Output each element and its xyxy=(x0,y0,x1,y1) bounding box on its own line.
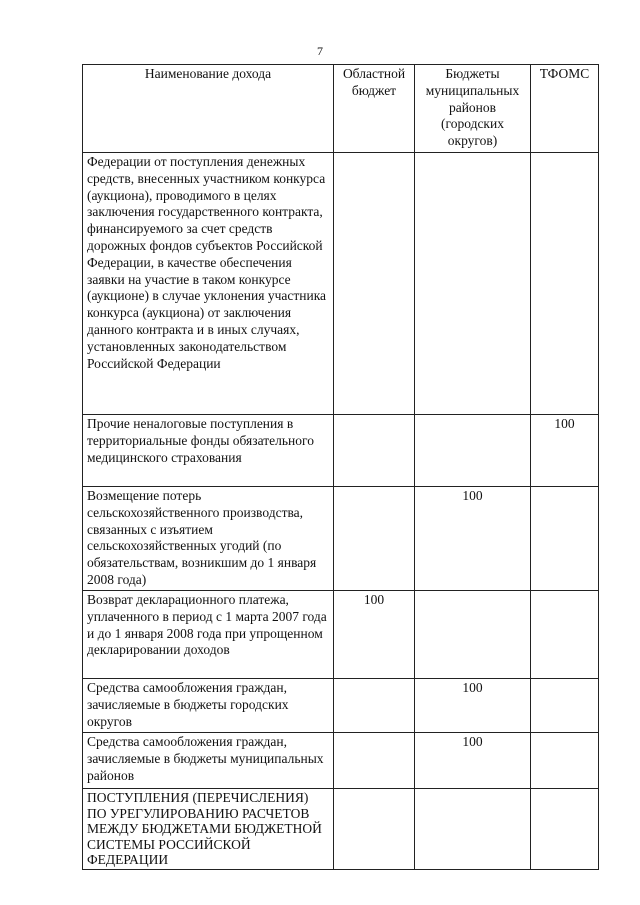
regional-value-cell xyxy=(334,733,415,789)
regional-value-cell: 100 xyxy=(334,591,415,679)
regional-value-cell xyxy=(334,415,415,487)
section-heading-cell: ПОСТУПЛЕНИЯ (ПЕРЕЧИСЛЕНИЯ) ПО УРЕГУЛИРОВАНИЮ РАСЧЕТОВ МЕЖДУ БЮДЖЕТАМИ БЮДЖЕТНОЙ СИСТЕМЫ РОССИЙСКОЙ ФЕДЕРАЦИИ xyxy=(83,789,334,870)
tfoms-value-cell xyxy=(531,591,599,679)
table-row xyxy=(83,679,599,733)
tfoms-value-cell: 100 xyxy=(531,415,599,487)
income-name-cell: Федерации от поступления денежных средств, внесенных участником конкурса (аукциона), проводимого в целях заключения государственного контракта, финансируемого за счет средств дорожных фондов субъектов Российской Федерации, в качестве обеспечения заявки на участие в таком конкурсе (аукционе) в случае уклонения участника конкурса (аукциона) от заключения данного контракта и в иных случаях, установленных законодательством Российской Федерации xyxy=(83,153,334,415)
municipal-value-cell: 100 xyxy=(415,679,531,733)
income-name-cell: Возврат декларационного платежа, уплаченного в период с 1 марта 2007 года и до 1 января 2008 года при упрощенном декларировании доходов xyxy=(83,591,334,679)
municipal-value-cell: 100 xyxy=(415,733,531,789)
table-row xyxy=(83,487,599,591)
income-name-cell: Возмещение потерь сельскохозяйственного производства, связанных с изъятием сельскохозяйственных угодий (по обязательствам, возникшим до 1 января 2008 года) xyxy=(83,487,334,591)
tfoms-value-cell xyxy=(531,153,599,415)
municipal-value-cell: 100 xyxy=(415,487,531,591)
regional-value-cell xyxy=(334,153,415,415)
scan-edge-artifact xyxy=(4,0,6,905)
header-tfoms: ТФОМС xyxy=(531,65,599,153)
table-row xyxy=(83,415,599,487)
page-number: 7 xyxy=(317,44,323,58)
header-regional-budget: Областной бюджет xyxy=(334,65,415,153)
income-name-cell: Прочие неналоговые поступления в территориальные фонды обязательного медицинского страхования xyxy=(83,415,334,487)
income-name-cell: Средства самообложения граждан, зачисляемые в бюджеты муниципальных районов xyxy=(83,733,334,789)
tfoms-value-cell xyxy=(531,789,599,870)
income-name-cell: Средства самообложения граждан, зачисляемые в бюджеты городских округов xyxy=(83,679,334,733)
regional-value-cell xyxy=(334,679,415,733)
header-municipal-budgets: Бюджеты муниципальных районов (городских округов) xyxy=(415,65,531,153)
tfoms-value-cell xyxy=(531,679,599,733)
tfoms-value-cell xyxy=(531,487,599,591)
municipal-value-cell xyxy=(415,153,531,415)
tfoms-value-cell xyxy=(531,733,599,789)
municipal-value-cell xyxy=(415,591,531,679)
income-distribution-table xyxy=(82,64,599,870)
regional-value-cell xyxy=(334,789,415,870)
regional-value-cell xyxy=(334,487,415,591)
table-row xyxy=(83,153,599,415)
header-income-name: Наименование дохода xyxy=(83,65,334,153)
table-row xyxy=(83,789,599,870)
municipal-value-cell xyxy=(415,789,531,870)
table-row xyxy=(83,733,599,789)
table-row xyxy=(83,591,599,679)
table-header-row xyxy=(83,65,599,153)
municipal-value-cell xyxy=(415,415,531,487)
